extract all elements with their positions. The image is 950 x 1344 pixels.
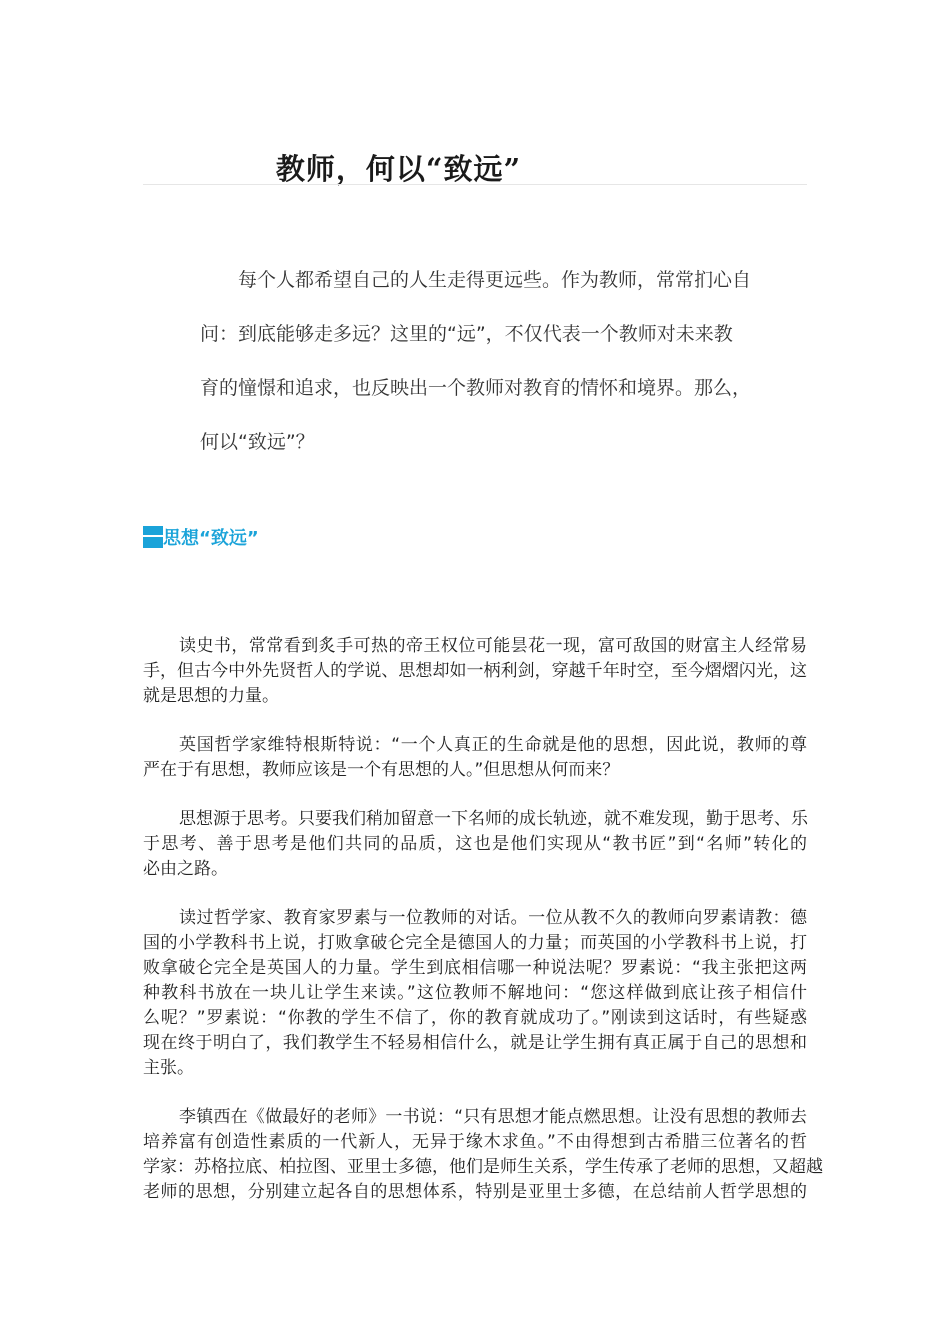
body-paragraph xyxy=(143,733,807,783)
body-line: 么呢？”罗素说：“你教的学生不信了，你的教育就成功了。”刚读到这话时，有些疑惑 xyxy=(143,1008,807,1028)
body-paragraph xyxy=(143,906,807,1081)
section-title: 思想“致远” xyxy=(163,528,259,549)
body-paragraph xyxy=(143,634,807,709)
body-line: 严在于有思想，教师应该是一个有思想的人。”但思想从何而来？ xyxy=(143,760,620,780)
body-line: 主张。 xyxy=(143,1058,194,1078)
body-line: 手，但古今中外先贤哲人的学说、思想却如一柄利剑，穿越千年时空，至今熠熠闪光，这 xyxy=(143,661,807,681)
body-line: 读过哲学家、教育家罗素与一位教师的对话。一位从教不久的教师向罗素请教：德 xyxy=(179,908,807,928)
body-line: 种教科书放在一块儿让学生来读。”这位教师不解地问：“您这样做到底让孩子相信什 xyxy=(143,983,807,1003)
section-heading xyxy=(143,524,259,550)
body-line: 学家：苏格拉底、柏拉图、亚里士多德，他们是师生关系，学生传承了老师的思想，又超越 xyxy=(143,1157,823,1177)
section-marker-icon xyxy=(143,526,163,548)
body-line: 国的小学教科书上说，打败拿破仑完全是德国人的力量；而英国的小学教科书上说，打 xyxy=(143,933,807,953)
body-line: 于思考、善于思考是他们共同的品质，这也是他们实现从“教书匠”到“名师”转化的 xyxy=(143,834,807,854)
body-line: 必由之路。 xyxy=(143,859,228,879)
intro-line: 何以“致远”？ xyxy=(200,431,315,453)
body-line: 英国哲学家维特根斯特说：“一个人真正的生命就是他的思想，因此说，教师的尊 xyxy=(179,735,807,755)
body-paragraph xyxy=(143,807,807,882)
body-line: 培养富有创造性素质的一代新人，无异于缘木求鱼。”不由得想到古希腊三位著名的哲 xyxy=(143,1132,807,1152)
body-line: 老师的思想，分别建立起各自的思想体系，特别是亚里士多德，在总结前人哲学思想的 xyxy=(143,1182,807,1202)
page-title: 教师，何以“致远” xyxy=(275,152,522,187)
intro-paragraph xyxy=(200,262,760,478)
body-line: 读史书，常常看到炙手可热的帝王权位可能昙花一现，富可敌国的财富主人经常易 xyxy=(179,636,807,656)
intro-line: 每个人都希望自己的人生走得更远些。作为教师，常常扪心自 xyxy=(238,269,752,291)
body-line: 就是思想的力量。 xyxy=(143,686,279,706)
body-line: 李镇西在《做最好的老师》一书说：“只有思想才能点燃思想。让没有思想的教师去 xyxy=(179,1107,807,1127)
title-divider xyxy=(143,184,807,185)
body-line: 思想源于思考。只要我们稍加留意一下名师的成长轨迹，就不难发现，勤于思考、乐 xyxy=(179,809,808,829)
article-body xyxy=(143,634,823,1229)
intro-line: 问：到底能够走多远？这里的“远”，不仅代表一个教师对未来教 xyxy=(200,323,733,345)
body-line: 败拿破仑完全是英国人的力量。学生到底相信哪一种说法呢？罗素说：“我主张把这两 xyxy=(143,958,807,978)
body-line: 现在终于明白了，我们教学生不轻易相信什么，就是让学生拥有真正属于自己的思想和 xyxy=(143,1033,807,1053)
body-paragraph xyxy=(143,1105,823,1205)
intro-line: 育的憧憬和追求，也反映出一个教师对教育的情怀和境界。那么， xyxy=(200,377,752,399)
